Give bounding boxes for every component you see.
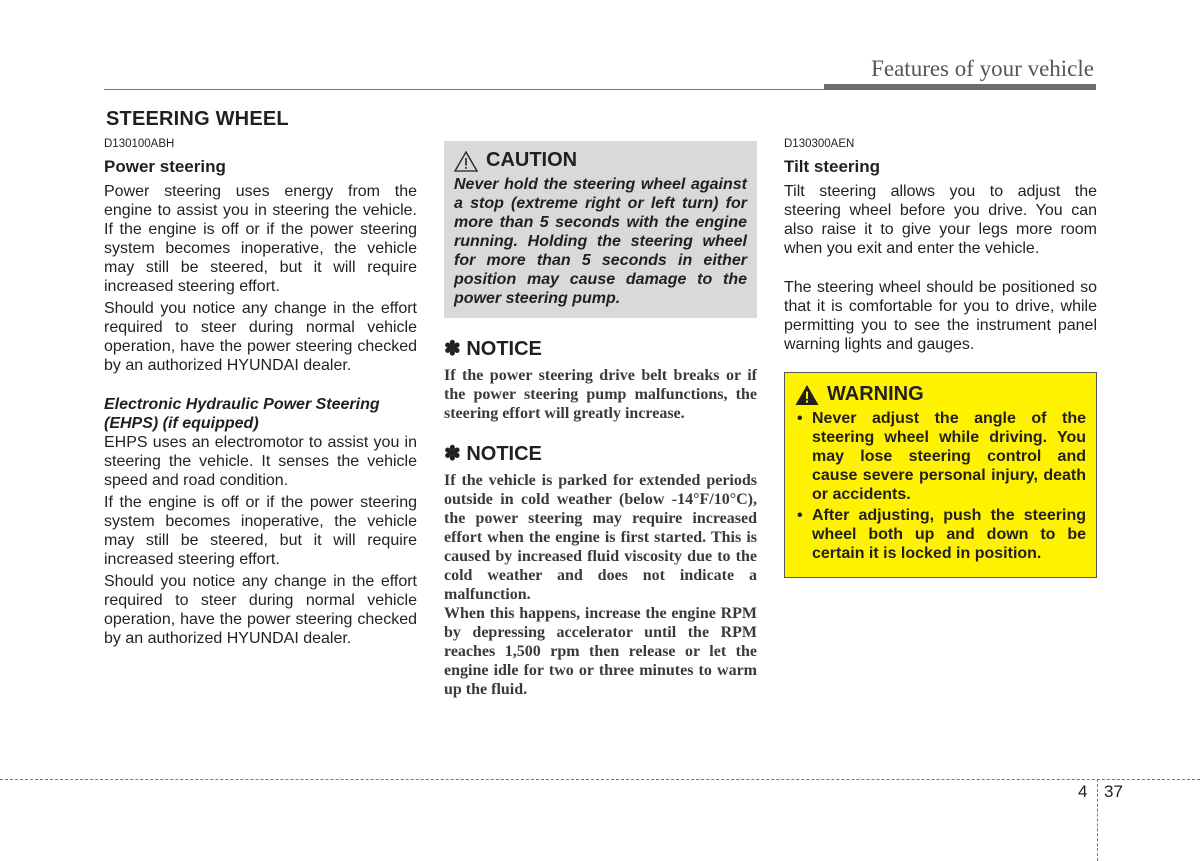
running-header: Features of your vehicle [871,56,1094,81]
paragraph: Should you notice any change in the effort required to steer during normal vehicle operation, have the power steering checked by an authorized HYUNDAI dealer. [104,573,417,647]
paragraph: EHPS uses an electromotor to assist you in steering the vehicle. It senses the vehicle speed and road condition. [104,434,417,489]
paragraph: Power steering uses energy from the engine to assist you in steering the vehicle. If the engine is off or if the power steering system becomes inoperative, the vehicle may still be steered, but it will require increased steering effort. [104,183,417,295]
notice-text: If the vehicle is parked for extended periods outside in cold weather (below -14°F/10°C), the power steering may require increased effort when the engine is first started. This is caused by increased fluid viscosity due to the cold weather and does not indicate a malfunction. [444,472,757,603]
caution-icon [454,150,478,172]
warning-bullet: • After adjusting, push the steering wheel both up and down to be certain it is locked in position. [795,506,1086,563]
caution-title: CAUTION [486,149,578,171]
paragraph: The steering wheel should be positioned so that it is comfortable for you to drive, while permitting you to see the instrument panel warning lights and gauges. [784,279,1097,353]
spacer [104,378,417,395]
section-title: STEERING WHEEL [106,108,289,130]
header-divider [104,89,824,90]
warning-icon [795,384,819,406]
caution-text: Never hold the steering wheel against a stop (extreme right or left turn) for more than 5 seconds with the engine running. Holding the steering wheel for more than 5 seconds in either position may cause damage to the power steering pump. [454,176,747,307]
power-steering-heading: Power steering [104,157,226,176]
notice-title: ✽ NOTICE [444,338,542,360]
caution-title-row [454,149,747,172]
section-code: D130300AEN [784,138,855,150]
footer-vertical-divider [1097,779,1098,861]
warning-box [784,372,1097,578]
warning-title: WARNING [827,383,924,405]
notice-text: If the power steering drive belt breaks or if the power steering pump malfunctions, the steering effort will greatly increase. [444,367,757,422]
paragraph: If the engine is off or if the power steering system becomes inoperative, the vehicle may still be steered, but it will require increased steering effort. [104,494,417,568]
page-number: 37 [1104,782,1123,801]
right-column [784,138,1097,578]
tilt-steering-heading: Tilt steering [784,157,881,176]
middle-column [444,138,757,699]
header-accent-bar [824,84,1096,90]
caution-box [444,141,757,318]
spacer [784,261,1097,278]
footer-divider [0,779,1200,780]
warning-title-row [795,383,1086,406]
paragraph: Tilt steering allows you to adjust the steering wheel before you drive. You can also raise it to give your legs more room when you exit and enter the vehicle. [784,183,1097,257]
notice-title: ✽ NOTICE [444,443,542,465]
section-code: D130100ABH [104,138,175,150]
ehps-heading: Electronic Hydraulic Power Steering (EHPS) (if equipped) [104,396,380,432]
paragraph: Should you notice any change in the effort required to steer during normal vehicle operation, have the power steering checked by an authorized HYUNDAI dealer. [104,300,417,374]
warning-bullet: • Never adjust the angle of the steering wheel while driving. You may lose steering control and cause severe personal injury, death or accidents. [795,409,1086,504]
notice-text: When this happens, increase the engine RPM by depressing accelerator until the RPM reaches 1,500 rpm then release or let the engine idle for two or three minutes to warm up the fluid. [444,605,757,698]
warning-list [795,409,1086,563]
chapter-number: 4 [1078,782,1088,801]
left-column [104,138,417,651]
